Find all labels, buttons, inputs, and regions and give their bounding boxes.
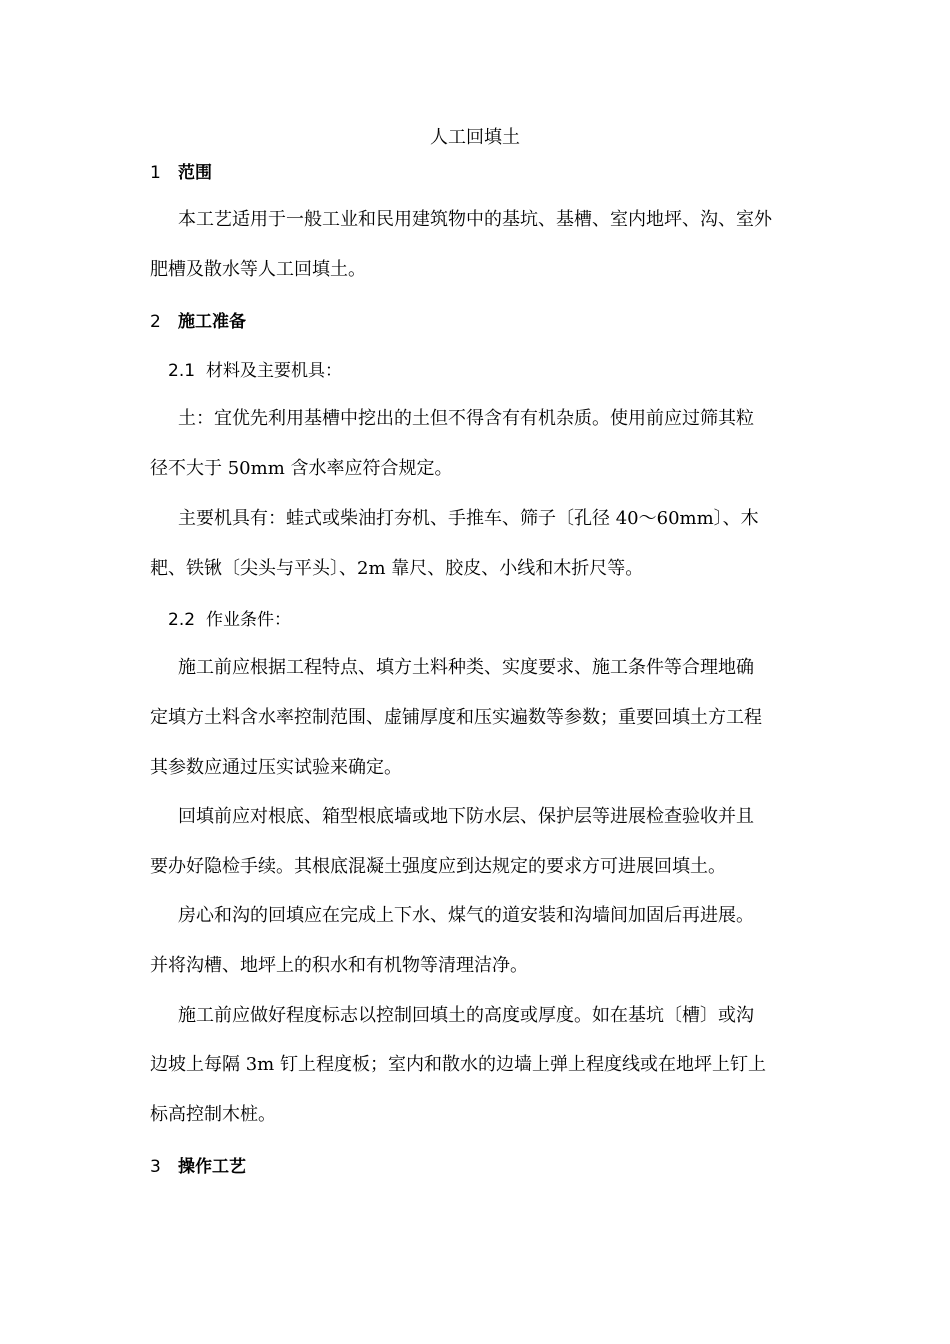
- subsection-title: 材料及主要机具：: [206, 361, 342, 381]
- subsection-2-1-heading: [168, 359, 342, 383]
- paragraph-line: 房心和沟的回填应在完成上下水、煤气的道安装和沟墙间加固后再进展。: [178, 905, 754, 926]
- section-1-heading: [150, 161, 212, 185]
- subsection-title: 作业条件：: [206, 610, 291, 630]
- paragraph-line: 施工前应根据工程特点、填方土料种类、实度要求、施工条件等合理地确: [178, 657, 754, 678]
- paragraph-line: 耙、铁锹〔尖头与平头〕、2m 靠尺、胶皮、小线和木折尺等。: [150, 558, 644, 579]
- paragraph-line: 标高控制木桩。: [150, 1104, 276, 1125]
- section-title: 施工准备: [178, 312, 246, 332]
- paragraph-line: 肥槽及散水等人工回填土。: [150, 259, 366, 280]
- page-title: 人工回填土: [430, 127, 520, 148]
- subsection-number: 2.1: [168, 361, 196, 381]
- section-number: 3: [150, 1157, 161, 1177]
- subsection-2-2-heading: [168, 608, 291, 632]
- paragraph-line: 径不大于 50mm 含水率应符合规定。: [150, 458, 453, 479]
- paragraph-line: 回填前应对根底、箱型根底墙或地下防水层、保护层等进展检查验收并且: [178, 806, 754, 827]
- section-title: 操作工艺: [178, 1157, 246, 1177]
- paragraph-line: 其参数应通过压实试验来确定。: [150, 757, 402, 778]
- paragraph-line: 要办好隐检手续。其根底混凝土强度应到达规定的要求方可进展回填土。: [150, 856, 726, 877]
- paragraph-line: 边坡上每隔 3m 钉上程度板；室内和散水的边墙上弹上程度线或在地坪上钉上: [150, 1054, 766, 1075]
- paragraph-line: 定填方土料含水率控制范围、虚铺厚度和压实遍数等参数；重要回填土方工程: [150, 707, 762, 728]
- section-3-heading: [150, 1155, 246, 1179]
- section-number: 1: [150, 163, 161, 183]
- paragraph-line: 施工前应做好程度标志以控制回填土的高度或厚度。如在基坑〔槽〕或沟: [178, 1005, 754, 1026]
- paragraph-line: 本工艺适用于一般工业和民用建筑物中的基坑、基槽、室内地坪、沟、室外: [178, 209, 772, 230]
- paragraph-line: 土：宜优先利用基槽中挖出的土但不得含有有机杂质。使用前应过筛其粒: [178, 408, 754, 429]
- section-2-heading: [150, 310, 246, 334]
- subsection-number: 2.2: [168, 610, 196, 630]
- section-title: 范围: [178, 163, 212, 183]
- paragraph-line: 并将沟槽、地坪上的积水和有机物等清理洁净。: [150, 955, 528, 976]
- section-number: 2: [150, 312, 161, 332]
- paragraph-line: 主要机具有：蛙式或柴油打夯机、手推车、筛子〔孔径 40～60mm〕、木: [178, 508, 759, 529]
